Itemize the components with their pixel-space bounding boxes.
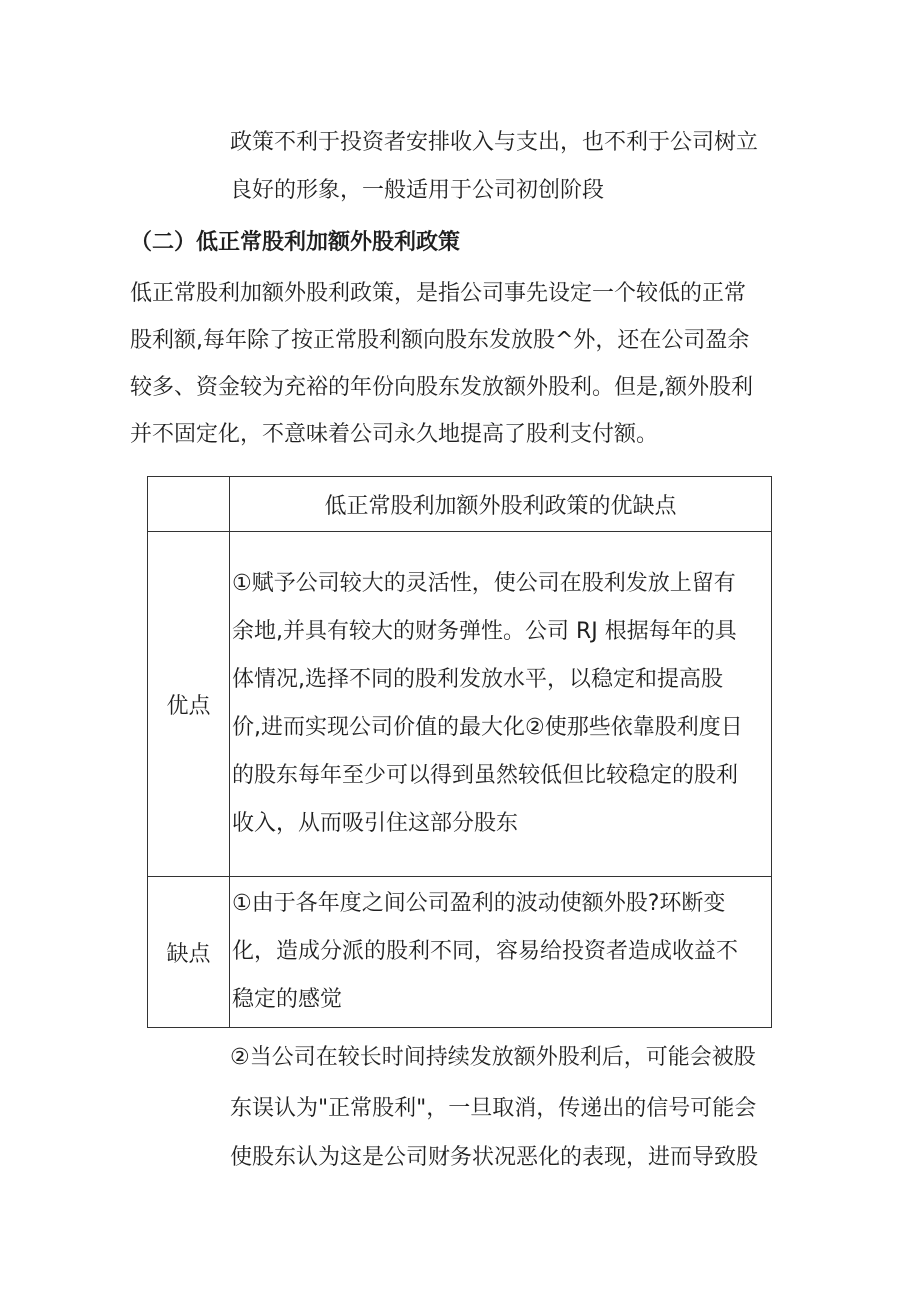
advantages-label: 优点 [148,532,230,877]
disadvantages-line-2: 化，造成分派的股利不同，容易给投资者造成收益不 [232,939,739,964]
advantages-line-3: 体情况,选择不同的股利发放水平，以稳定和提高股 [232,667,723,692]
advantages-row [148,532,772,877]
paragraph-line-2: 股利额,每年除了按正常股利额向股东发放股^外，还在公司盈余 [130,328,750,353]
disadvantages-row [148,877,772,1028]
table-header-row [148,477,772,532]
paragraph-line-1: 低正常股利加额外股利政策，是指公司事先设定一个较低的正常 [130,281,747,306]
advantages-line-4: 价,进而实现公司价值的最大化②使那些依靠股利度日 [232,715,743,740]
header-empty-cell [148,477,230,532]
advantages-line-2: 余地,并具有较大的财务弹性。公司 RJ 根据每年的具 [232,619,737,644]
disadvantages-line-3: 稳定的感觉 [232,987,343,1012]
pros-cons-table [147,476,772,1028]
paragraph-line-3: 较多、资金较为充裕的年份向股东发放额外股利。但是,额外股利 [130,375,753,400]
section-heading: （二）低正常股利加额外股利政策 [130,230,461,255]
intro-line-1: 政策不利于投资者安排收入与支出，也不利于公司树立 [230,130,759,155]
paragraph-line-4: 并不固定化，不意味着公司永久地提高了股利支付额。 [130,422,659,447]
continuation-line-1: ②当公司在较长时间持续发放额外股利后，可能会被股 [230,1045,756,1070]
advantages-line-6: 收入，从而吸引住这部分股东 [232,811,519,836]
advantages-content [230,532,772,877]
disadvantages-label: 缺点 [148,877,230,1028]
table-header: 低正常股利加额外股利政策的优缺点 [230,477,772,532]
continuation-line-2: 东误认为"正常股利"，一旦取消，传递出的信号可能会 [230,1096,757,1121]
disadvantages-content [230,877,772,1028]
continuation-line-3: 使股东认为这是公司财务状况恶化的表现，进而导致股 [230,1145,759,1170]
advantages-line-5: 的股东每年至少可以得到虽然较低但比较稳定的股利 [232,763,739,788]
intro-line-2: 良好的形象，一般适用于公司初创阶段 [230,178,605,203]
advantages-line-1: ①赋予公司较大的灵活性，使公司在股利发放上留有 [232,571,736,596]
disadvantages-line-1: ①由于各年度之间公司盈利的波动使额外股?环断变 [232,891,726,916]
